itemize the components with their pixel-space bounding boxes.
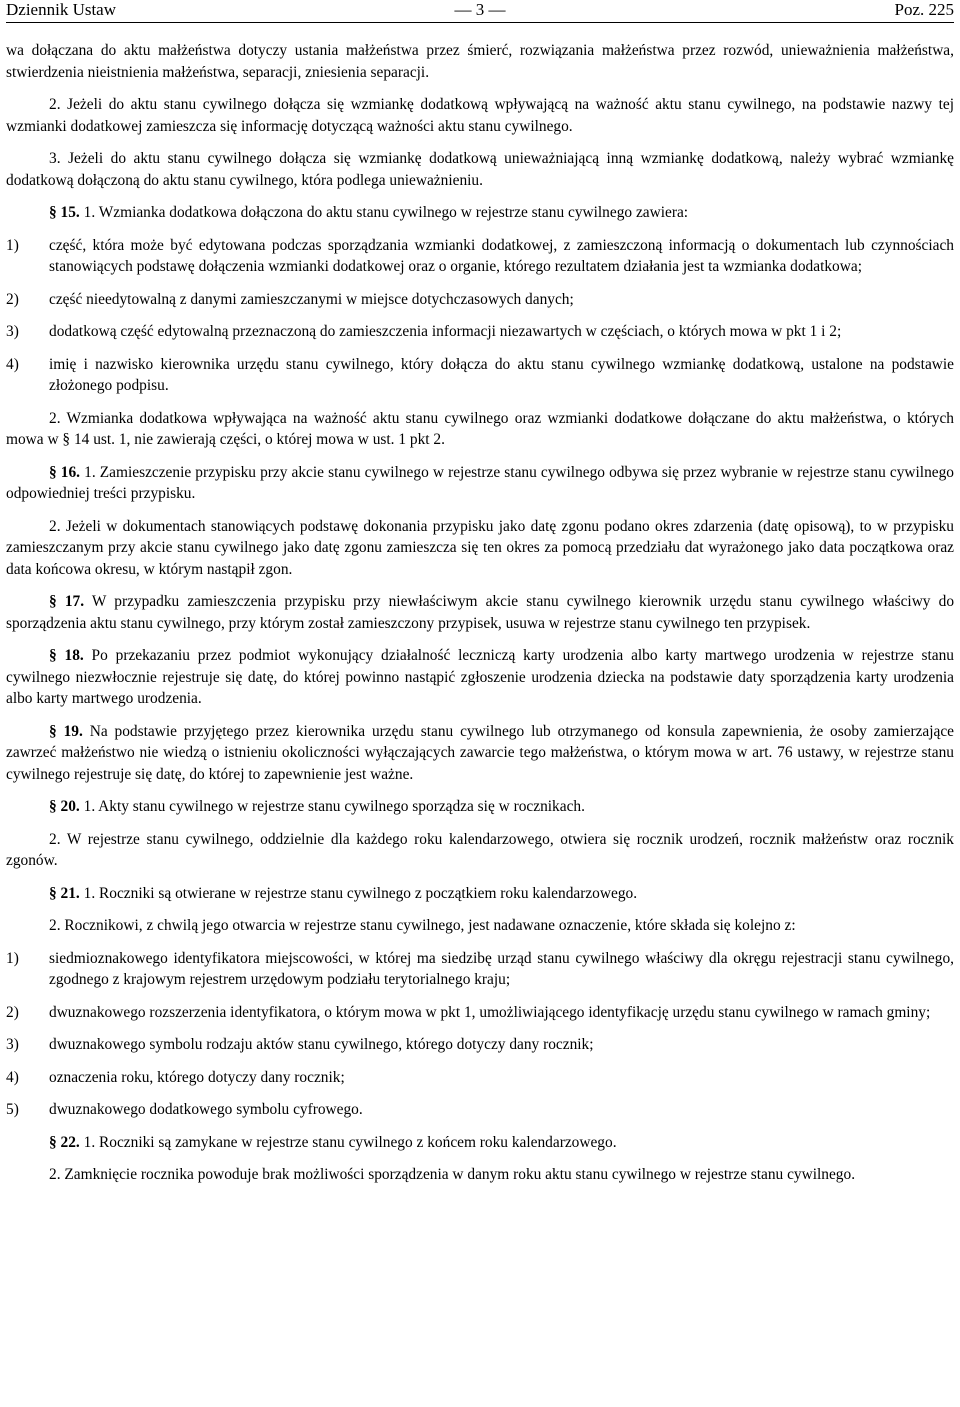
section-19 — [6, 721, 954, 786]
list-item — [6, 235, 954, 278]
section-text: 1. Akty stanu cywilnego w rejestrze stanu cywilnego sporządza się w rocznikach. — [79, 798, 585, 815]
section-label: § 18. — [49, 647, 84, 664]
list-item — [6, 1034, 954, 1056]
item-text: dwuznakowego rozszerzenia identyfikatora, o którym mowa w pkt 1, umożliwiającego identyfikację urzędu stanu cywilnego w ramach gminy; — [49, 1003, 931, 1021]
paragraph: 2. Wzmianka dodatkowa wpływająca na ważność aktu stanu cywilnego oraz wzmianki dodatkowe dołączane do aktu małżeństwa, o których mowa w § 14 ust. 1, nie zawierają części, o której mowa w ust. 1 pkt 2. — [6, 409, 954, 448]
section-text: Po przekazaniu przez podmiot wykonujący działalność leczniczą karty urodzenia albo karty martwego urodzenia w rejestrze stanu cywilnego niezwłocznie rejestruje się datę, do której powinno nastąpić zgłoszenie urodzenia dziecka na podstawie daty sporządzenia karty urodzenia albo karty martwego urodzenia. — [6, 647, 954, 707]
item-text: dwuznakowego symbolu rodzaju aktów stanu cywilnego, którego dotyczy dany rocznik; — [49, 1036, 594, 1053]
list-item — [6, 321, 954, 343]
item-number: 2) — [6, 290, 19, 308]
list-item — [6, 1002, 954, 1024]
paragraph: 2. W rejestrze stanu cywilnego, oddzielnie dla każdego roku kalendarzowego, otwiera się rocznik urodzeń, rocznik małżeństw oraz rocznik zgonów. — [6, 830, 954, 869]
list-item — [6, 948, 954, 991]
item-number: 3) — [6, 323, 19, 340]
position-number: Poz. 225 — [894, 0, 954, 19]
list-item — [6, 354, 954, 397]
item-number: 1) — [6, 236, 19, 254]
item-number: 4) — [6, 355, 19, 373]
item-number: 5) — [6, 1101, 19, 1118]
paragraph: 3. Jeżeli do aktu stanu cywilnego dołącza się wzmiankę dodatkową unieważniającą inną wzmiankę dodatkową, należy wybrać wzmiankę dodatkową dołączoną do aktu stanu cywilnego, która podlega unieważnieniu. — [6, 150, 954, 189]
section-18 — [6, 645, 954, 710]
item-number: 4) — [6, 1068, 19, 1086]
list-item — [6, 1099, 954, 1121]
section-text: Na podstawie przyjętego przez kierownika urzędu stanu cywilnego lub otrzymanego od konsula zapewnienia, że osoby zamierzające zawrzeć małżeństwo nie wiedzą o istnieniu okoliczności wyłączających zawarcie tego małżeństwa, o którym mowa w art. 76 ustawy, w rejestrze stanu cywilnego rejestruje się datę, do której to zapewnienie jest ważne. — [6, 722, 955, 783]
item-number: 2) — [6, 1003, 19, 1021]
section-label: § 19. — [49, 722, 83, 740]
section-text: 1. Roczniki są otwierane w rejestrze stanu cywilnego z początkiem roku kalendarzowego. — [79, 884, 638, 902]
section-16 — [6, 462, 954, 505]
page-header — [6, 0, 954, 23]
section-label: § 17. — [49, 593, 85, 610]
section-label: § 16. — [49, 463, 81, 481]
item-text: część, która może być edytowana podczas sporządzania wzmianki dodatkowej, z zamieszczoną informacją o dokumentach lub czynnościach stanowiących podstawę dołączenia wzmianki dodatkowej oraz o organie, którego rezultatem działania jest ta wzmianka dodatkowa; — [49, 236, 954, 275]
list-item — [6, 289, 954, 311]
section-text: 1. Zamieszczenie przypisku przy akcie stanu cywilnego w rejestrze stanu cywilnego odbywa się przez wybranie w rejestrze stanu cywilnego odpowiedniej treści przypisku. — [6, 463, 954, 502]
item-text: część nieedytowalną z danymi zamieszczanymi w miejsce dotychczasowych danych; — [49, 290, 574, 308]
document-body — [6, 40, 954, 1197]
section-22 — [6, 1132, 954, 1154]
item-text: imię i nazwisko kierownika urzędu stanu cywilnego, który dołącza do aktu stanu cywilnego wzmiankę dodatkową, ustalone na podstawie złożonego podpisu. — [49, 355, 954, 394]
section-20 — [6, 796, 954, 818]
item-text: dodatkową część edytowalną przeznaczoną do zamieszczenia informacji niezawartych w częściach, o których mowa w pkt 1 i 2; — [49, 323, 842, 340]
section-text: 1. Wzmianka dodatkowa dołączona do aktu stanu cywilnego w rejestrze stanu cywilnego zawiera: — [79, 204, 689, 221]
section-label: § 20. — [49, 798, 80, 815]
item-text: dwuznakowego dodatkowego symbolu cyfrowego. — [49, 1101, 363, 1118]
section-21 — [6, 883, 954, 905]
section-label: § 15. — [49, 204, 80, 221]
paragraph: 2. Zamknięcie rocznika powoduje brak możliwości sporządzenia w danym roku aktu stanu cywilnego w rejestrze stanu cywilnego. — [49, 1166, 856, 1183]
section-15 — [6, 202, 954, 224]
item-number: 1) — [6, 949, 19, 967]
journal-title: Dziennik Ustaw — [6, 0, 117, 19]
section-label: § 21. — [49, 884, 80, 902]
paragraph: 2. Jeżeli do aktu stanu cywilnego dołącza się wzmiankę dodatkową wpływającą na ważność aktu stanu cywilnego, na podstawie nazwy tej wzmianki dodatkowej zamieszcza się informację dotyczącą ważności aktu stanu cywilnego. — [6, 96, 954, 135]
section-text: W przypadku zamieszczenia przypisku przy niewłaściwym akcie stanu cywilnego kierownik urzędu stanu cywilnego właściwy do sporządzenia aktu stanu cywilnego, przy którym został zamieszczony przypisek, usuwa w rejestrze stanu cywilnego ten przypisek. — [6, 593, 955, 632]
section-text: 1. Roczniki są zamykane w rejestrze stanu cywilnego z końcem roku kalendarzowego. — [79, 1133, 617, 1151]
paragraph: 2. Rocznikowi, z chwilą jego otwarcia w rejestrze stanu cywilnego, jest nadawane oznaczenie, które składa się kolejno z: — [49, 917, 796, 934]
section-17 — [6, 591, 954, 634]
item-number: 3) — [6, 1036, 19, 1053]
paragraph: wa dołączana do aktu małżeństwa dotyczy ustania małżeństwa przez śmierć, rozwiązania małżeństwa przez rozwód, unieważnienia małżeństwa, stwierdzenia nieistnienia małżeństwa, separacji, zniesienia separacji. — [6, 42, 954, 81]
list-item — [6, 1067, 954, 1089]
page-number: — 3 — — [454, 0, 506, 19]
item-text: siedmioznakowego identyfikatora miejscowości, w której ma siedzibę urząd stanu cywilnego właściwy dla okręgu rejestracji stanu cywilnego, zgodnego z krajowym rejestrem urzędowym podziału terytorialnego kraju; — [49, 949, 954, 988]
section-label: § 22. — [49, 1133, 80, 1151]
item-text: oznaczenia roku, którego dotyczy dany rocznik; — [49, 1068, 345, 1086]
paragraph: 2. Jeżeli w dokumentach stanowiących podstawę dokonania przypisku jako datę zgonu podano okres zdarzenia (datę opisową), to w przypisku zamieszczanym przy akcie stanu cywilnego jako datę zgonu zamieszcza się ten okres za pomocą przedziału dat wyrażonego jako data początkowa oraz data końcowa okresu, w którym nastąpił zgon. — [6, 517, 954, 578]
